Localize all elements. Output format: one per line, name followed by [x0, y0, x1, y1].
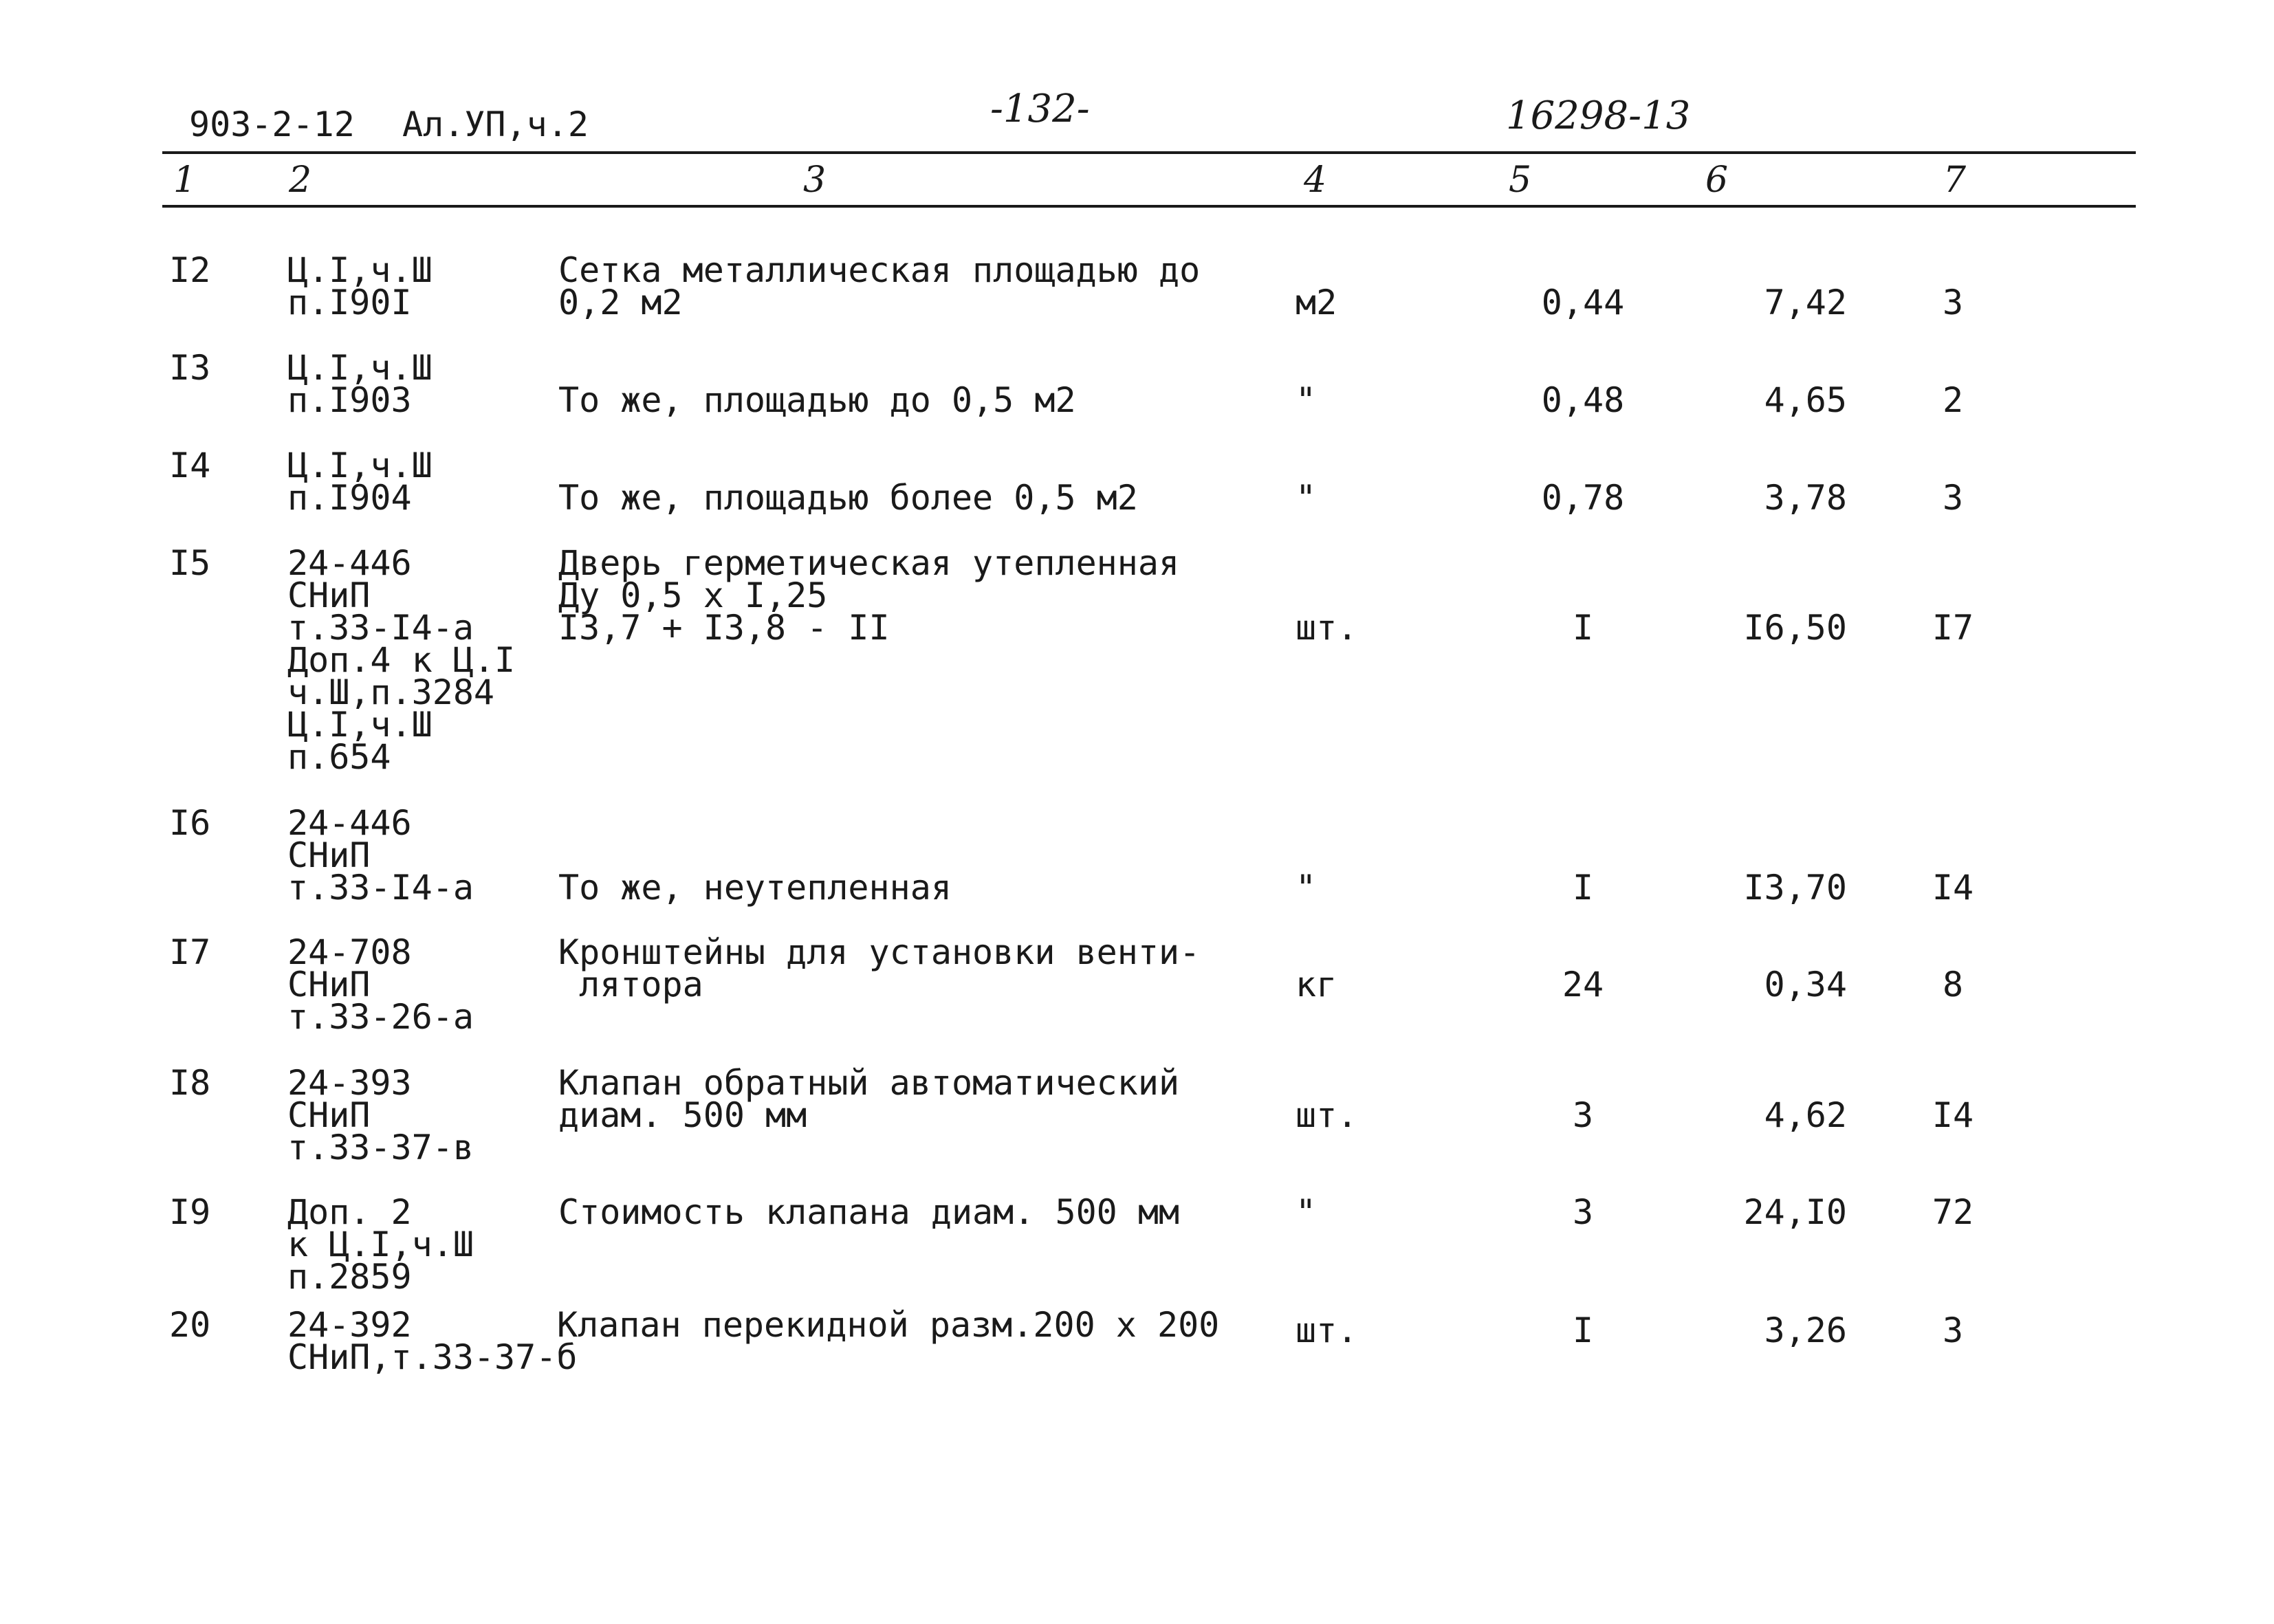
norm-reference: Ц.I,ч.Ш п.I903 — [287, 348, 433, 420]
norm-reference: Ц.I,ч.Ш п.I904 — [287, 446, 433, 518]
total-cost: I4 — [1932, 1095, 1974, 1135]
norm-reference: 24-393 СНиП т.33-37-в — [287, 1063, 474, 1167]
unit: " — [1295, 1192, 1317, 1232]
unit: шт. — [1295, 1310, 1358, 1350]
total-cost: 3 — [1942, 283, 1964, 322]
norm-reference: 24-446 СНиП т.33-I4-а — [287, 803, 474, 908]
quantity: I — [1572, 1310, 1594, 1350]
quantity: 0,44 — [1541, 283, 1625, 322]
row-number: I6 — [169, 803, 211, 843]
quantity: 3 — [1572, 1192, 1594, 1232]
quantity: I — [1572, 868, 1594, 908]
row-number: I3 — [169, 348, 211, 388]
row-number: I8 — [169, 1063, 211, 1103]
total-cost: 3 — [1942, 1310, 1964, 1350]
document-code: 903-2-12 — [189, 105, 355, 144]
unit: м2 — [1295, 283, 1337, 322]
total-cost: 2 — [1942, 380, 1964, 420]
item-description: Дверь герметическая утепленная Ду 0,5 х I,25 I3,7 + I3,8 - II — [558, 543, 1180, 648]
item-description: Сетка металлическая площадью до 0,2 м2 — [558, 250, 1201, 322]
total-cost: 72 — [1932, 1192, 1974, 1232]
unit-price: 4,62 — [1764, 1095, 1847, 1135]
unit-price: 7,42 — [1764, 283, 1847, 322]
total-cost: 8 — [1942, 965, 1964, 1005]
unit: кг — [1295, 965, 1337, 1005]
unit: " — [1295, 868, 1317, 908]
row-number: 20 — [169, 1305, 211, 1345]
row-number: I4 — [169, 446, 211, 485]
column-number-7: 7 — [1943, 160, 1967, 201]
page-number: -132- — [990, 87, 1090, 131]
table-top-rule — [162, 151, 2136, 154]
row-number: I5 — [169, 543, 211, 583]
unit-price: 24,I0 — [1743, 1192, 1847, 1232]
column-number-1: 1 — [173, 160, 197, 201]
item-description: Стоимость клапана диам. 500 мм — [558, 1192, 1180, 1232]
row-number: I2 — [169, 250, 211, 290]
quantity: 24 — [1562, 965, 1604, 1005]
quantity: 3 — [1572, 1095, 1594, 1135]
unit-price: I6,50 — [1743, 608, 1847, 648]
album-reference: Ал.УП,ч.2 — [402, 105, 589, 144]
quantity: 0,48 — [1541, 380, 1625, 420]
norm-reference: 24-708 СНиП т.33-26-а — [287, 932, 474, 1037]
norm-reference: Ц.I,ч.Ш п.I90I — [287, 250, 433, 322]
norm-reference: 24-392 СНиП,т.33-37-б — [287, 1305, 578, 1377]
unit-price: I3,70 — [1743, 868, 1847, 908]
unit-price: 3,78 — [1764, 478, 1847, 518]
unit: шт. — [1295, 1095, 1358, 1135]
unit: шт. — [1295, 608, 1358, 648]
total-cost: I7 — [1932, 608, 1974, 648]
quantity: I — [1572, 608, 1594, 648]
unit-price: 4,65 — [1764, 380, 1847, 420]
unit-price: 3,26 — [1764, 1310, 1847, 1350]
unit: " — [1295, 380, 1317, 420]
column-number-2: 2 — [289, 160, 312, 201]
row-number: I9 — [169, 1192, 211, 1232]
column-number-6: 6 — [1705, 160, 1729, 201]
row-number: I7 — [169, 932, 211, 972]
item-description: Клапан обратный автоматический диам. 500 мм — [558, 1063, 1180, 1135]
total-cost: 3 — [1942, 478, 1964, 518]
sheet-code: 16298-13 — [1506, 94, 1691, 138]
item-description: То же, площадью до 0,5 м2 — [558, 380, 1076, 420]
item-description: Кронштейны для установки венти- лятора — [558, 932, 1201, 1005]
column-number-3: 3 — [803, 160, 827, 201]
column-number-5: 5 — [1509, 160, 1532, 201]
item-description: Клапан перекидной разм.200 х 200 — [557, 1305, 1220, 1345]
item-description: То же, площадью более 0,5 м2 — [558, 478, 1138, 518]
quantity: 0,78 — [1541, 478, 1625, 518]
total-cost: I4 — [1932, 868, 1974, 908]
item-description: То же, неутепленная — [558, 868, 952, 908]
unit-price: 0,34 — [1764, 965, 1847, 1005]
column-number-4: 4 — [1304, 160, 1327, 201]
unit: " — [1295, 478, 1317, 518]
norm-reference: 24-446 СНиП т.33-I4-а Доп.4 к Ц.I ч.Ш,п.3284 Ц.I,ч.Ш п.654 — [287, 543, 516, 777]
norm-reference: Доп. 2 к Ц.I,ч.Ш п.2859 — [287, 1192, 474, 1297]
table-header-rule — [162, 205, 2136, 208]
